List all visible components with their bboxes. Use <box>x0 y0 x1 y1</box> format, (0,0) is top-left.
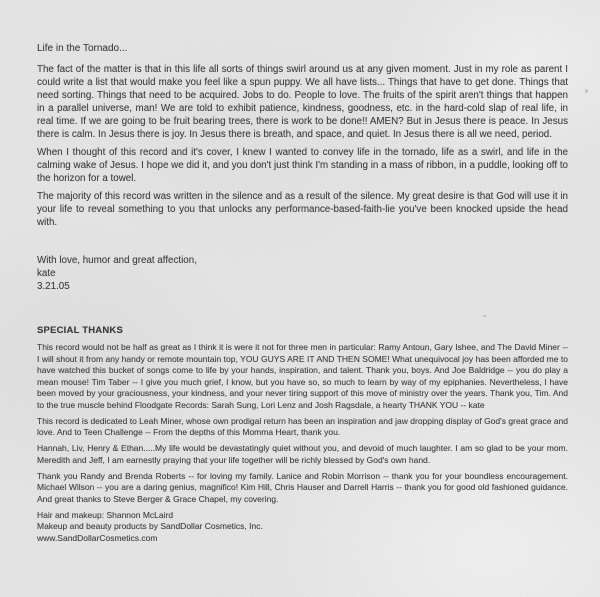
credit-website: www.SandDollarCosmetics.com <box>37 532 158 543</box>
intro-paragraph-2: When I thought of this record and it's cover, I knew I wanted to convey life in the tornado, life as a swirl, and life in the calming wake of Jesus. I hope we did it, and you don't just think I'm standing in a mass of ribbon, in a puddle, looking off to the horizon for a towel. <box>37 147 568 184</box>
thanks-paragraph-2: This record is dedicated to Leah Miner, whose own prodigal return has been an inspiration and jaw dropping display of God's great grace and love. And to Teen Challenge -- From the depths of this Momma Heart, thank you. <box>37 415 568 437</box>
credit-cosmetics: Makeup and beauty products by SandDollar Cosmetics, Inc. <box>37 521 263 531</box>
thanks-paragraph-4: Thank you Randy and Brenda Roberts -- for loving my family. Lanice and Robin Morrison -- thank you for your boundless encouragement. Michael Wilson -- you are a daring genius, magnifico! Kim Hill, Chris Hauser and Darrell Harris -- thank you for good old fashioned guidance. And great thanks to Steve Berger & Grace Chapel, my covering. <box>37 470 568 504</box>
liner-notes-text <box>37 42 568 544</box>
credits-block <box>37 510 568 545</box>
signoff-name: kate <box>37 268 56 279</box>
page-title: Life in the Tornado... <box>37 43 128 54</box>
credit-hair-makeup: Hair and makeup: Shannon McLaird <box>37 509 174 520</box>
intro-paragraph-1: The fact of the matter is that in this life all sorts of things swirl around us at any given moment. Just in my role as parent I could write a list that would make you feel like a spun puppy. We all have lists... Things that have to get done. Things that need sorting. Things that need to be acquired. Jobs to do. People to love. The fruits of the spirit aren't things that happen in a parallel universe, man! We are told to exhibit patience, kindness, goodness, etc. in the hard-cold slap of real life, in real time. If we are going to be fruit bearing trees, there is work to be done!! AMEN? But in Jesus there is peace. In Jesus there is calm. In Jesus there is joy. In Jesus there is breath, and space, and quiet. In Jesus there is all we need, period. <box>37 64 568 140</box>
thanks-paragraph-3: Hannah, Liv, Henry & Ethan.....My life would be devastatingly quiet without you, and devoid of much laughter. I am so glad to be your mom. Meredith and Jeff, I am earnestly praying that your life together will be richly blessed by God's own hand. <box>37 443 568 465</box>
signoff-line: With love, humor and great affection, <box>37 255 197 266</box>
signoff-block <box>37 254 568 293</box>
intro-paragraph-3: The majority of this record was written in the silence and as a result of the silence. My great desire is that God will use it in your life to reveal something to you that unlocks any performance-based-faith-lie you've been knocked upside the head with. <box>37 191 568 228</box>
signoff-date: 3.21.05 <box>37 281 70 292</box>
thanks-paragraph-1: This record would not be half as great as I think it is were it not for three men in particular: Ramy Antoun, Gary Ishee, and The David Miner -- I will shout it from any handy or remote mountain top, YOU GUYS ARE IT AND THEN SOME! What unequivocal joy has been afforded me to have watched this bucket of songs come to life by your hands, inspiration, and talent. Thank you, boys. And Joe Baldridge -- you do play a mean mouse! Tim Taber -- I give you much grief, I know, but you have so, so much to learn by way of my epiphanies. Nevertheless, I have been moved by your graciousness, your kindness, and your never tiring support of this move of ministry over the years. Thank you, Tim. And to the true muscle behind Floodgate Records: Sarah Sung, Lori Lenz and Josh Ragsdale, a hearty THANK YOU -- kate <box>37 342 568 410</box>
special-thanks-heading: SPECIAL THANKS <box>37 325 124 336</box>
scan-speck <box>585 89 588 93</box>
